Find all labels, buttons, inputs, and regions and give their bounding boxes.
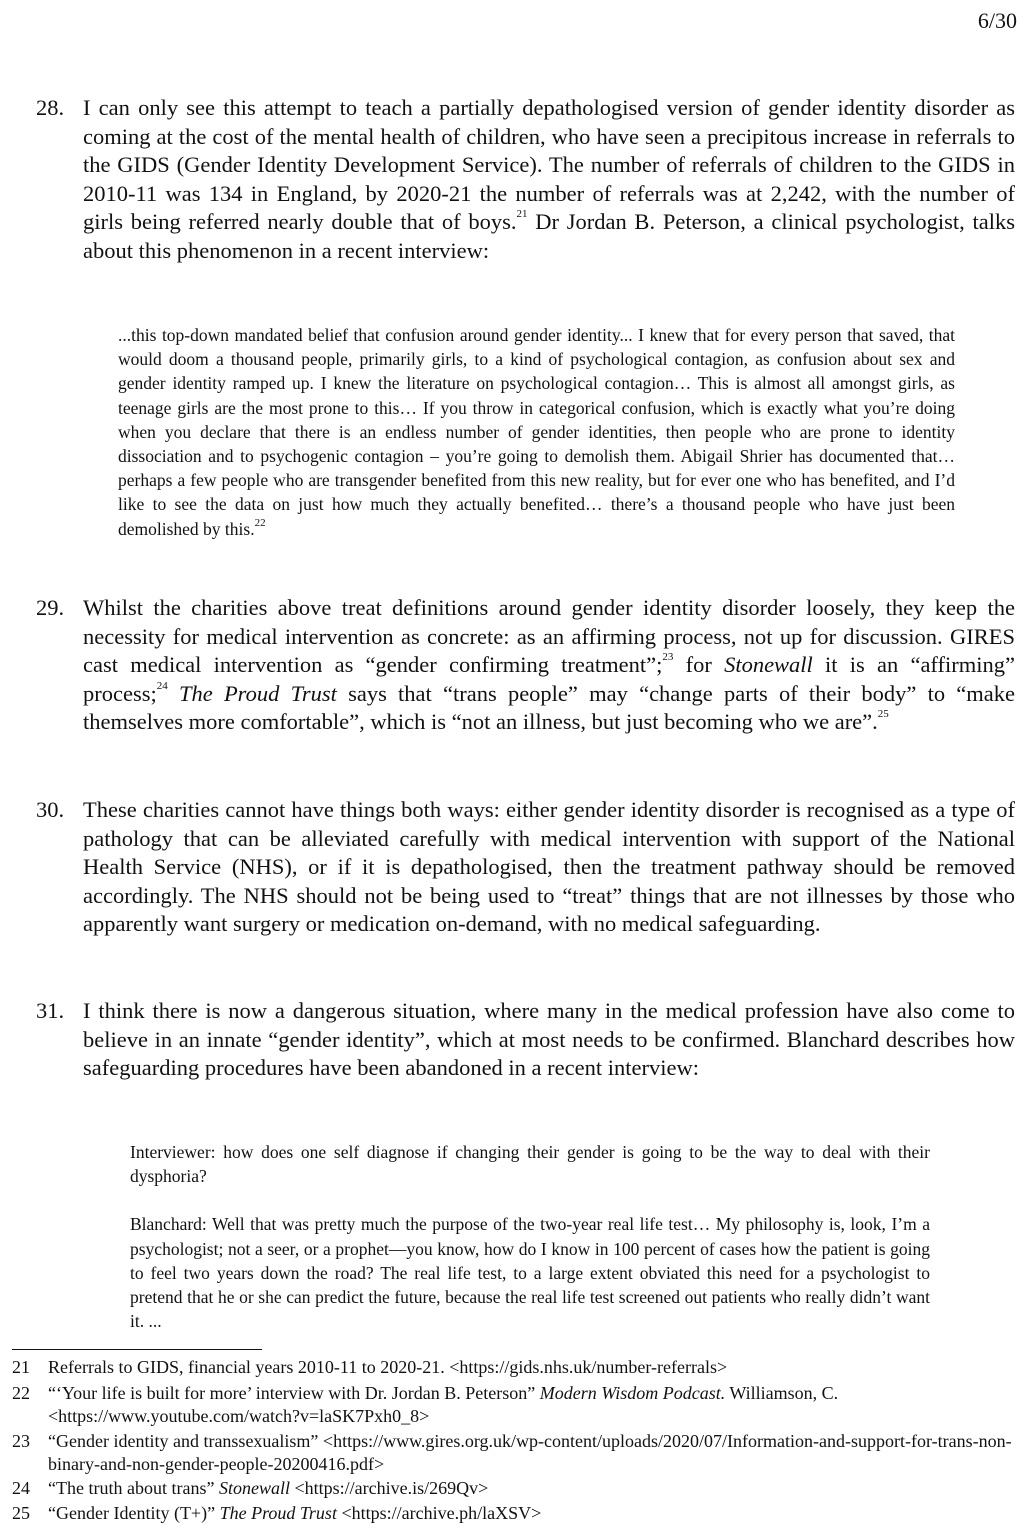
paragraph-31: [36, 997, 1015, 1083]
block-quote-blanchard: [130, 1140, 930, 1333]
paragraph-29: [36, 594, 1015, 737]
footnote-ref-22[interactable]: 22: [254, 516, 266, 529]
paragraph-number: 31.: [36, 998, 65, 1023]
footnote-ref-24[interactable]: 24: [156, 679, 168, 692]
paragraph-body: These charities cannot have things both ways: either gender identity disorder is recognised as a type of pathology that can be alleviated carefully with medical intervention with support of the National Health Service (NHS), or if it is depathologised, then the treatment pathway should be removed accordingly. The NHS should not be being used to “treat” things that are not illnesses by those who apparently want surgery or medication on-demand, with no medical safeguarding.: [83, 797, 1015, 937]
footnote-text: “Gender identity and transsexualism” <https://www.gires.org.uk/wp-content/uploads/2020/07/Information-and-support-for-trans-non-binary-and-non-gender-people-20200416.pdf>: [48, 1431, 1012, 1474]
footnote-text-part: “Gender Identity (T+)”: [48, 1503, 220, 1523]
footnote-number: 24: [12, 1478, 30, 1498]
footnote-text-part: <https://archive.is/269Qv>: [289, 1478, 489, 1498]
blanchard-answer: Blanchard: Well that was pretty much the purpose of the two-year real life test… My philosophy is, look, I’m a psychologist; not a seer, or a prophet—you know, how do I know in 100 percent of cases how the patient is going to feel two years down the road? The real life test, to a large extent obviated this need for a psychologist to pretend that he or she can predict the future, because the real life test screened out patients who really didn’t want it. ...: [130, 1214, 930, 1332]
footnote-21: [12, 1356, 1012, 1379]
paragraph-body: [83, 94, 1015, 266]
footnote-ref-21[interactable]: 21: [516, 208, 528, 221]
footnote-text-part: <https://archive.ph/laXSV>: [336, 1503, 542, 1523]
footnote-text: [48, 1502, 1012, 1525]
footnote-number: 23: [12, 1431, 30, 1451]
footnote-ref-25[interactable]: 25: [877, 708, 889, 721]
footnote-23: [12, 1430, 1012, 1476]
footnote-italic: Modern Wisdom Podcast.: [539, 1383, 726, 1403]
paragraph-28: [36, 94, 1015, 266]
footnote-24: [12, 1477, 1012, 1500]
footnote-number: 21: [12, 1357, 30, 1377]
italic-title: The Proud Trust: [178, 680, 337, 706]
paragraph-number: 30.: [36, 797, 65, 822]
italic-title: Stonewall: [724, 652, 813, 678]
footnote-text: [48, 1382, 1012, 1428]
footnote-text-part: “The truth about trans”: [48, 1478, 219, 1498]
paragraph-text: I can only see this attempt to teach a partially depathologised version of gender identity disorder as coming at the cost of the mental health of children, who have seen a precipitous increase in referrals to the GIDS (Gender Identity Development Service). The number of referrals of children to the GIDS in 2010-11 was 134 in England, by 2020-21 the number of referrals was at 2,242, with the number of girls being referred nearly double that of boys.: [83, 95, 1015, 235]
footnote-italic: The Proud Trust: [219, 1503, 337, 1523]
paragraph-text: says that “trans people” may “change parts of their body” to “make themselves more comfortable”, which is “not an illness, but just becoming who we are”.: [83, 680, 1016, 735]
footnote-25: [12, 1502, 1012, 1525]
footnote-divider: [12, 1349, 262, 1350]
footnote-text: [48, 1477, 1012, 1500]
footnote-text-part: “‘Your life is built for more’ interview with Dr. Jordan B. Peterson”: [48, 1383, 540, 1403]
paragraph-body: [83, 594, 1015, 737]
paragraph-text: Whilst the charities above treat definitions around gender identity disorder loosely, they keep the necessity for medical intervention as concrete: as an affirming process, not up for discussion. GIRES cast medical intervention as “gender confirming treatment”;: [83, 595, 1015, 678]
paragraph-body: I think there is now a dangerous situation, where many in the medical profession have also come to believe in an innate “gender identity”, which at most needs to be confirmed. Blanchard describes how safeguarding procedures have been abandoned in a recent interview:: [83, 998, 1015, 1081]
page-number: 6/30: [977, 8, 1017, 33]
paragraph-text: for: [673, 652, 725, 678]
footnote-22: [12, 1382, 1012, 1428]
paragraph-text: it is an “affirming” process;: [83, 652, 1015, 706]
footnote-text-part: Williamson, C. <https://www.youtube.com/watch?v=laSK7Pxh0_8>: [48, 1383, 839, 1426]
paragraph-text: [168, 681, 179, 706]
footnote-number: 22: [12, 1383, 30, 1403]
quote-text: ...this top-down mandated belief that confusion around gender identity... I knew that for every person that saved, that would doom a thousand people, primarily girls, to a kind of psychological contagion, as confusion about sex and gender identity ramped up. I knew the literature on psychological contagion… This is almost all amongst girls, as teenage girls are the most prone to this… If you throw in categorical confusion, which is exactly what you’re doing when you declare that there is an endless number of gender identities, then people who are prone to identity dissociation and to psychogenic contagion – you’re going to demolish them. Abigail Shrier has documented that… perhaps a few people who are transgender benefited from this new reality, but for ever one who has benefited, and I’d like to see the data on just how much they actually benefited… there’s a thousand people who have just been demolished by this.: [118, 325, 955, 539]
paragraph-number: 28.: [36, 95, 65, 120]
footnote-text: Referrals to GIDS, financial years 2010-11 to 2020-21. <https://gids.nhs.uk/number-referrals>: [48, 1357, 728, 1377]
paragraph-number: 29.: [36, 595, 65, 620]
paragraph-text-cont: Dr Jordan B. Peterson, a clinical psychologist, talks about this phenomenon in a recent interview:: [83, 209, 1015, 263]
block-quote-peterson: [118, 323, 955, 541]
footnote-italic: Stonewall: [218, 1478, 290, 1498]
paragraph-30: [36, 796, 1015, 939]
footnote-ref-23[interactable]: 23: [662, 651, 674, 664]
interviewer-question: Interviewer: how does one self diagnose if changing their gender is going to be the way to deal with their dysphoria?: [130, 1142, 930, 1187]
footnote-number: 25: [12, 1503, 30, 1523]
